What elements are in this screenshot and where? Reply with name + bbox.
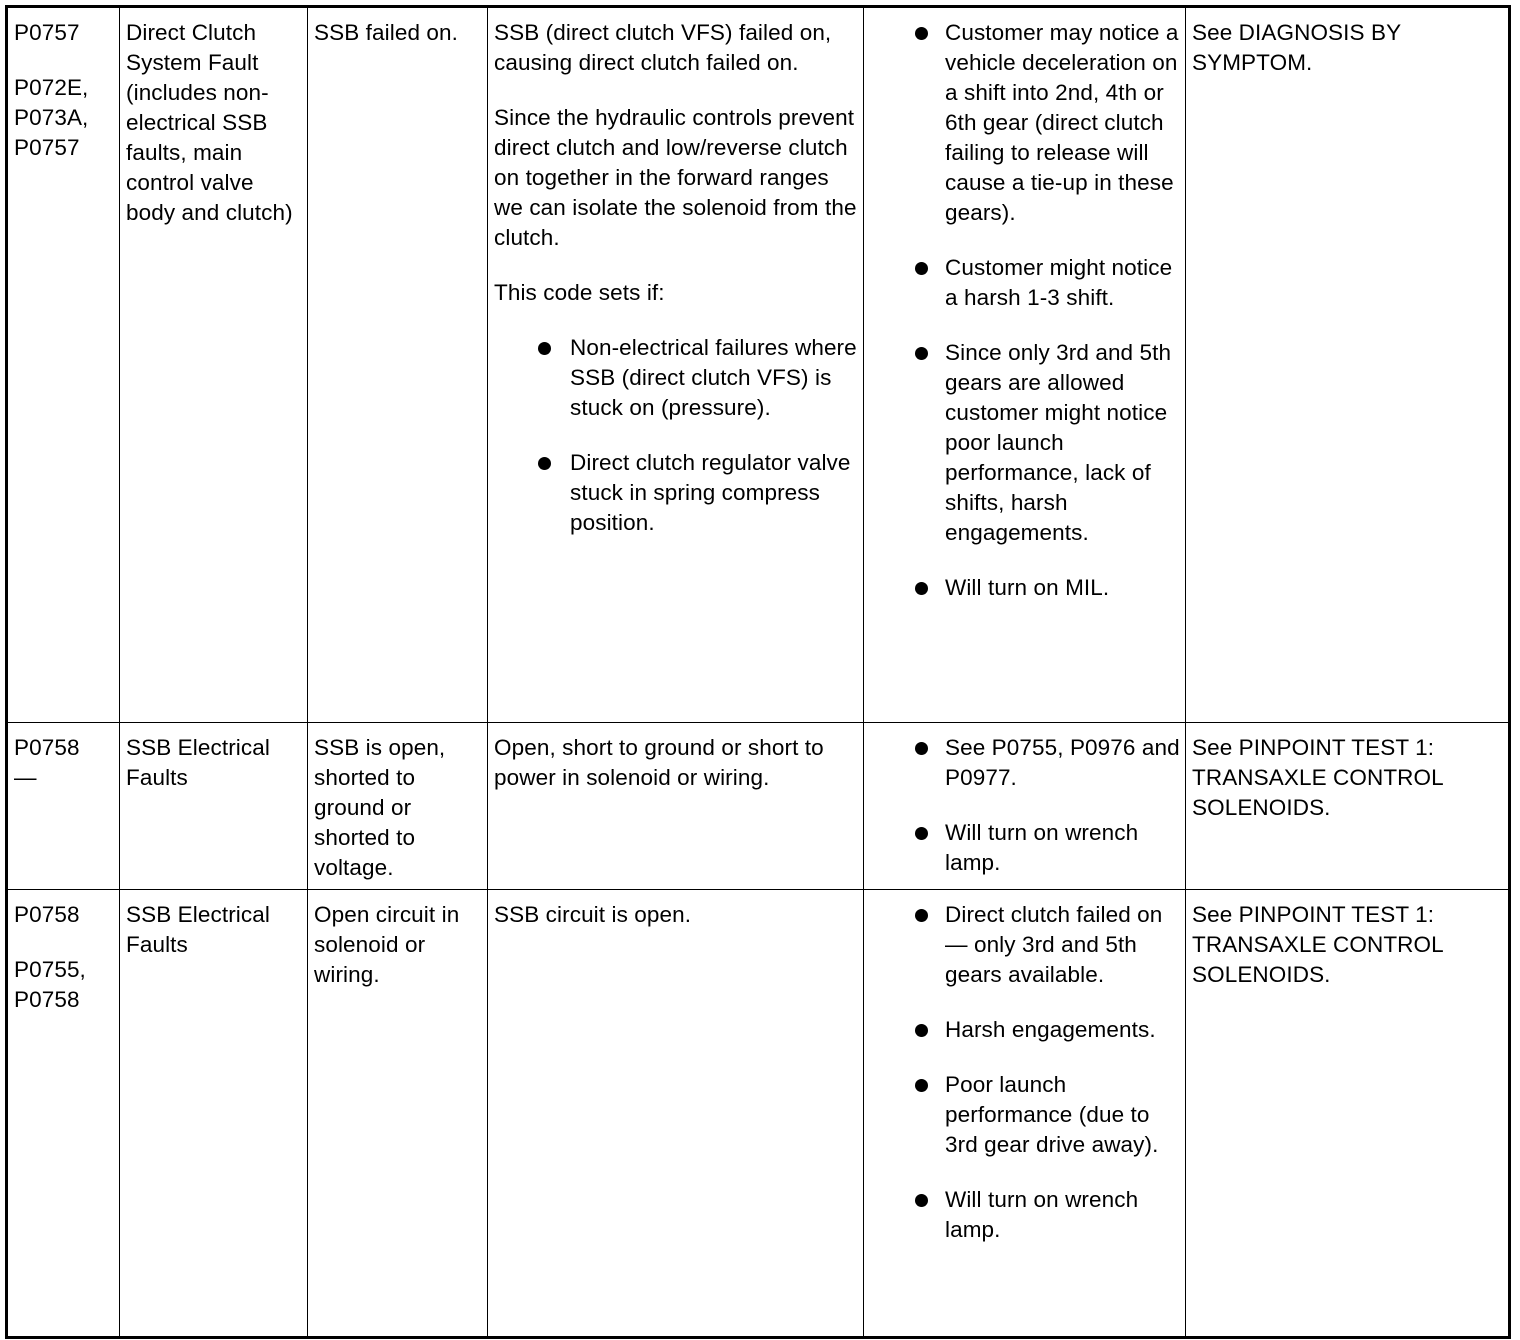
list-item: Will turn on wrench lamp. (870, 818, 1180, 878)
action-text: See PINPOINT TEST 1: TRANSAXLE CONTROL SOLENOIDS. (1192, 902, 1443, 987)
action-text: See PINPOINT TEST 1: TRANSAXLE CONTROL SOLENOIDS. (1192, 735, 1443, 820)
description-text: SSB circuit is open. (494, 902, 692, 927)
description-text: Open, short to ground or short to power in solenoid or wiring. (494, 735, 824, 790)
cause-text: SSB is open, shorted to ground or shorted to voltage. (314, 735, 446, 880)
cause-cell (308, 7, 488, 723)
symptoms-bullet-list (870, 733, 1180, 878)
description-bullet-list (494, 333, 858, 538)
list-item: Customer might notice a harsh 1-3 shift. (870, 253, 1180, 313)
cause-cell (308, 890, 488, 1338)
dtc-code-cell (7, 890, 120, 1338)
description-cell (488, 7, 864, 723)
dtc-table (5, 5, 1511, 1339)
condition-cell (120, 7, 308, 723)
description-text: SSB (direct clutch VFS) failed on, causing direct clutch failed on. (494, 20, 832, 75)
action-cell (1186, 723, 1510, 890)
list-item: Will turn on wrench lamp. (870, 1185, 1180, 1245)
dtc-code: P072E, P073A, P0757 (14, 75, 89, 160)
dtc-code: P0758 (14, 902, 80, 927)
action-text: See DIAGNOSIS BY SYMPTOM. (1192, 20, 1401, 75)
symptoms-bullet-list (870, 900, 1180, 1245)
list-item: Direct clutch regulator valve stuck in spring compress position. (494, 448, 858, 538)
description-text: Since the hydraulic controls prevent direct clutch and low/reverse clutch on together in the forward ranges we can isolate the solenoid from the clutch. (494, 105, 857, 250)
list-item: See P0755, P0976 and P0977. (870, 733, 1180, 793)
condition-text: SSB Electrical Faults (126, 902, 270, 957)
list-item: Will turn on MIL. (870, 573, 1180, 603)
cause-text: Open circuit in solenoid or wiring. (314, 902, 460, 987)
condition-cell (120, 723, 308, 890)
description-cell (488, 890, 864, 1338)
list-item: Direct clutch failed on — only 3rd and 5th gears available. (870, 900, 1180, 990)
dtc-code: P0758 (14, 735, 80, 760)
cause-cell (308, 723, 488, 890)
list-item: Customer may notice a vehicle deceleration on a shift into 2nd, 4th or 6th gear (direct clutch failing to release will cause a tie-up in these gears). (870, 18, 1180, 228)
action-cell (1186, 7, 1510, 723)
table-row (7, 7, 1510, 723)
dtc-code-cell (7, 7, 120, 723)
table-row (7, 890, 1510, 1338)
condition-cell (120, 890, 308, 1338)
condition-text: SSB Electrical Faults (126, 735, 270, 790)
condition-text: Direct Clutch System Fault (includes non-electrical SSB faults, main control valve body and clutch) (126, 20, 293, 225)
list-item: Non-electrical failures where SSB (direct clutch VFS) is stuck on (pressure). (494, 333, 858, 423)
cause-text: SSB failed on. (314, 20, 458, 45)
list-item: Poor launch performance (due to 3rd gear drive away). (870, 1070, 1180, 1160)
description-text: This code sets if: (494, 280, 665, 305)
dtc-code-cell (7, 723, 120, 890)
table-row (7, 723, 1510, 890)
dtc-code: P0755, P0758 (14, 957, 86, 1012)
symptoms-cell (864, 723, 1186, 890)
list-item: Harsh engagements. (870, 1015, 1180, 1045)
dtc-code: — (14, 765, 37, 790)
dtc-code: P0757 (14, 20, 80, 45)
symptoms-bullet-list (870, 18, 1180, 603)
list-item: Since only 3rd and 5th gears are allowed customer might notice poor launch performance, lack of shifts, harsh engagements. (870, 338, 1180, 548)
symptoms-cell (864, 7, 1186, 723)
action-cell (1186, 890, 1510, 1338)
symptoms-cell (864, 890, 1186, 1338)
description-cell (488, 723, 864, 890)
